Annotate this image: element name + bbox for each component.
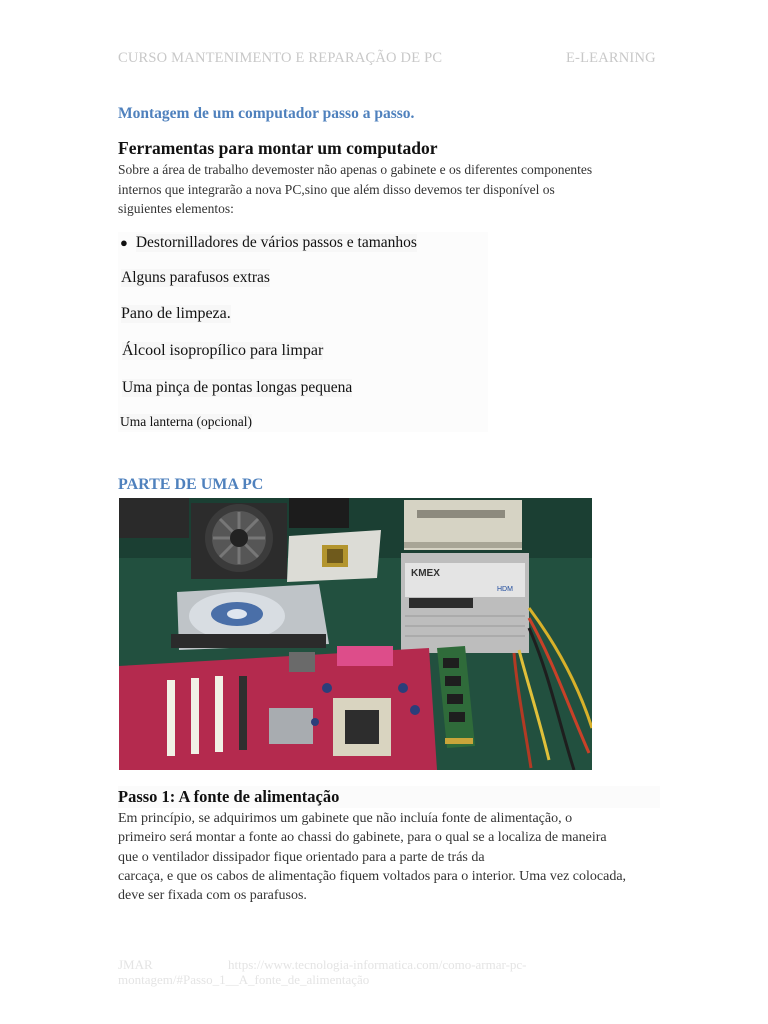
power-supply xyxy=(401,553,529,653)
tool-item: ● Destornilladores de vários passos e tamanhos xyxy=(120,234,417,251)
cpu-fan xyxy=(191,503,287,579)
bullet-icon: ● xyxy=(120,235,128,250)
footer-source-url[interactable]: https://www.tecnologia-informatica.com/como-armar-pc- xyxy=(228,957,527,972)
intro-line: Sobre a área de trabalho devemoster não apenas o gabinete e os diferentes componentes xyxy=(118,162,593,177)
hard-disk xyxy=(171,584,329,650)
tools-list xyxy=(118,232,488,432)
header-course-title: CURSO MANTENIMENTO E REPARAÇÃO DE PC xyxy=(118,50,443,66)
psu-brand-label: KMEX xyxy=(411,568,440,579)
step1-text xyxy=(118,809,663,905)
motherboard xyxy=(119,646,437,770)
document-title: Montagem de um computador passo a passo. xyxy=(118,105,415,122)
tools-intro xyxy=(118,160,648,219)
header-elearning: E-LEARNING xyxy=(566,50,656,66)
step1-line: primeiro será montar a fonte ao chassi do gabinete, para o qual se a localiza de maneira xyxy=(118,830,607,846)
tool-item: Alguns parafusos extras xyxy=(121,269,270,286)
floppy-drive xyxy=(404,500,522,550)
tool-item: Álcool isopropílico para limpar xyxy=(122,342,324,359)
pc-components-illustration xyxy=(119,498,592,770)
tool-item: Pano de limpeza. xyxy=(121,305,231,322)
tool-item: Uma lanterna (opcional) xyxy=(120,414,252,429)
tool-item: Uma pinça de pontas longas pequena xyxy=(122,379,353,396)
pc-components-photo xyxy=(119,498,592,770)
psu-logo-label: HDM xyxy=(497,586,513,593)
step1-line: deve ser fixada com os parafusos. xyxy=(118,888,307,904)
step1-heading: Passo 1: A fonte de alimentação xyxy=(118,787,340,806)
footer-author: JMAR xyxy=(118,957,153,972)
tools-heading: Ferramentas para montar um computador xyxy=(118,138,438,158)
step1-line: Em princípio, se adquirimos um gabinete que não incluía fonte de alimentação, o xyxy=(118,811,573,826)
pc-parts-heading: PARTE DE UMA PC xyxy=(118,476,264,493)
intro-line: siguientes elementos: xyxy=(118,201,234,216)
step1-line: que o ventilador dissipador fique orientado para a parte de trás da xyxy=(118,849,485,865)
step1-line: carcaça, e que os cabos de alimentação fiquem voltados para o interior. Uma vez colocada, xyxy=(118,868,627,884)
processor xyxy=(287,530,381,582)
intro-line: internos que integrarão a nova PC,sino que além disso devemos ter disponível os xyxy=(118,181,555,197)
footer-source-url-cont[interactable]: montagem/#Passo_1__A_fonte_de_alimentação xyxy=(118,972,370,987)
